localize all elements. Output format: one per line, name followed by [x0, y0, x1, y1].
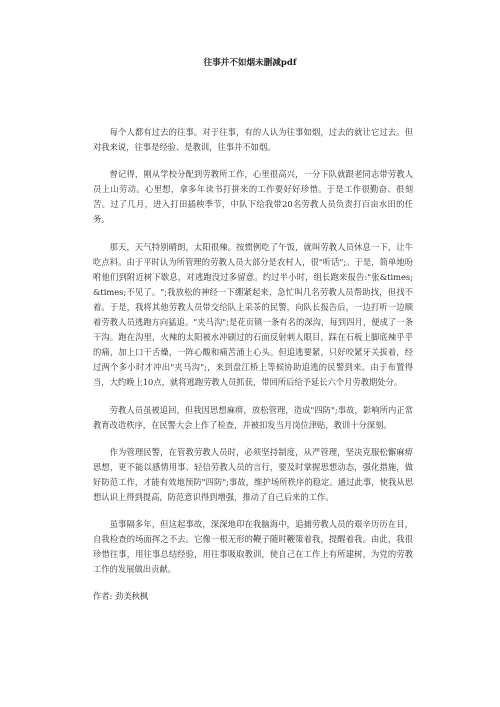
paragraph-5: 作为管理民警，在管教劳教人员时，必须坚持制度，从严管理，坚决克服松懈麻痹思想，更不能以感情用事、轻信劳教人员的言行，要及时掌握思想动态，强化措施，做好防范工作，才能有效地预防"四防";事故，维护场所秩序的稳定。通过此事，使我从思想认识上得到提高，防范意识得到增强，推动了自己后来的工作。	[93, 446, 413, 502]
paragraph-4: 劳教人员虽被追回，但我因思想麻痹，放松管理，造成"四防";事故，影响所内正常教育改造秩序，在民警大会上作了检查，并被扣发当月岗位津贴，教训十分深刻。	[93, 404, 413, 430]
paragraph-6: 虽事隔多年，但这起事故，深深地印在我脑海中，追捕劳教人员的艰辛历历在目，自我检查的场面挥之不去。它像一根无形的鞭子随时鞭策着我，提醒着我。由此，我很珍惜往事，用往事总结经验，用往事吸取教训，使自己在工作上有所建树，为党的劳教工作的发展做出贡献。	[93, 519, 413, 575]
document-title: 往事并不如烟未删减pdf	[203, 58, 297, 68]
paragraph-1: 每个人都有过去的往事。对于往事，有的人认为往事如烟，过去的就让它过去。但对我来说，往事是经验、是教训，往事并不如烟。	[93, 127, 413, 153]
paragraph-2: 曾记得，刚从学校分配到劳教所工作，心里很高兴，一分下队就跟老同志带劳教人员上山劳动。心里想，拿多年读书打拼来的工作要好好珍惜。于是工作很勤奋、很刻苦。过了几月，进入打田插秧季节，中队下给我带20名劳教人员负责打百亩水田的任务。	[93, 169, 413, 225]
document-body	[93, 125, 413, 603]
paragraph-3: 那天，天气特别晴朗，太阳很辣。按惯例吃了午饭，就叫劳教人员休息一下，让牛吃点料。由于平时认为所管理的劳教人员大部分是农村人，很"听话";。于是，简单地吩咐他们到附近树下歇息，对逃跑没过多留意。约过半小时，组长跑来报告:"张&times;&times;不见了。";我放松的神经一下绷紧起来，急忙叫几名劳教人员帮助找，但找不着。于是，我将其他劳教人员带交给队上采茶的民警，向队长报告后，一边打听一边顺着劳教人员逃跑方向猛追。"夹马沟";是花页镇一条有名的深沟，每到四月，便成了一条干沟。跑在沟里，火辣的太阳被水冲刷过的石面反射刺人眼目，踩在石板上脚底辣乎乎的痛，加上口干舌燥，一阵心酸和痛苦涌上心头。但追逃要紧，只好咬紧牙关拔着，经过两个多小时才冲出"夹马沟";，来到盘江桥上等候协助追逃的民警到来。由于布置得当，大约晚上10点，就将逃跑劳教人员抓获，带回所后给予延长六个月劳教期处分。	[93, 241, 413, 388]
author-line: 作者: 劲美秋枫	[93, 591, 149, 602]
